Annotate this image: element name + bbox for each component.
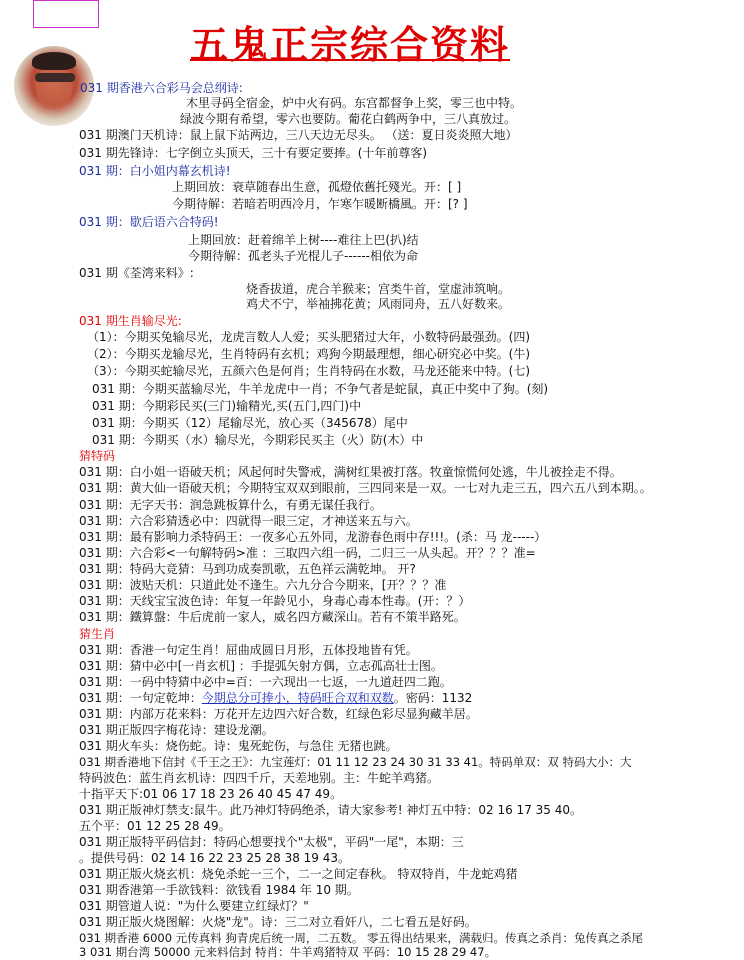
guess-code-7: 031 期：特码大竞猜：马到功成奏凯歌，五色祥云满乾坤。 开?	[79, 562, 416, 576]
guess-zodiac-head: 猜生肖	[79, 627, 116, 641]
guess-zodiac-16: 031 期香港第一手欲钱料：欲钱看 1984 年 10 期。	[79, 883, 359, 897]
guess-code-9: 031 期：天线宝宝波色诗：年复一年龄见小，身毒心毒本性毒。(开：？）	[79, 594, 471, 608]
zodiac-lose-2: （2）：今期买龙输尽光，生肖特码有玄机；鸡狗今期最理想，细心研究必中奖。(牛)	[87, 347, 531, 361]
macau-poem: 031 期澳门天机诗：鼠上鼠下站两边，三八天边无尽头。 （送：夏日炎炎照大地）	[79, 128, 518, 142]
guess-zodiac-8: 031 期香港地下信封《千王之王》：九宝莲灯：01 11 12 23 24 30 31 33 41。特码单双：双 特码大小：大	[79, 755, 632, 769]
zodiac-lose-head: 031 期生肖输尽光:	[79, 314, 182, 328]
guess-zodiac-19: 031 期香港 6000 元传真料 狗青虎后统一周，二五数。 零五得出结果来，满载归。传真之杀肖：兔传真之杀尾	[79, 931, 643, 945]
guess-zodiac-18: 031 期正版火烧图解：火烧"龙"。诗：三二对立看奸八，二七看五是好码。	[79, 915, 477, 929]
guess-code-5: 031 期：最有影响力杀特码王：一夜多心五外同，龙游春色雨中存!!!。(杀：马 龙-----）	[79, 530, 547, 544]
total-poem-line-2: 绿波今期有希望，零六也要防。葡花白鹤两争中，三八真放过。	[180, 112, 517, 126]
guess-zodiac-10: 十指平天下:01 06 17 18 23 26 40 45 47 49。	[79, 787, 343, 801]
guess-zodiac-17: 031 期管道人说："为什么要建立红绿灯？"	[79, 899, 309, 913]
zodiac-lose-7: 031 期：今期买（水）输尽光，今期彩民买主（火）防(木）中	[92, 433, 424, 447]
zodiac-lose-3: （3）：今期买蛇输尽光，五颜六色是何肖；生肖特码在水数，马龙还能来中特。(七)	[87, 364, 531, 378]
avatar-face	[36, 65, 72, 109]
total-poem-head: 031 期香港六合彩马会总纲诗:	[80, 81, 243, 95]
guess-zodiac-12: 五个平：01 12 25 28 49。	[79, 819, 231, 833]
guess-zodiac-7: 031 期火车头：烧伤蛇。诗：鬼死蛇伤，与急住 无猪也跳。	[79, 739, 398, 753]
guess-code-4: 031 期：六合彩猜透必中：四就得一眼三定，才神送来五与六。	[79, 514, 418, 528]
guess-code-6: 031 期：六合彩<一句解特码>准 ：三取四六组一码，二归三一从头起。开？？？准=	[79, 546, 536, 560]
corner-box	[33, 0, 99, 28]
guess-zodiac-3: 031 期：一码中特猜中必中=百：一六现出一七返，一九道赶四二跑。	[79, 675, 452, 689]
guess-zodiac-1: 031 期：香港一句定生肖！屈曲成圆日月形，五体投地皆有凭。	[79, 643, 418, 657]
guess-zodiac-9: 特码波色：蓝生肖玄机诗：四四千斤，天差地别。主：牛蛇羊鸡猪。	[79, 771, 440, 785]
tsuen-wan-line-1: 烧香拔道，虎合羊猴来；宫类牛首，堂虚沛筑响。	[246, 282, 511, 296]
saying-head: 031 期：歇后语六合特码!	[79, 215, 219, 229]
guess-code-2: 031 期：黄大仙一语破天机；今期特宝双双到眼前，三四同来是一双。一七对九走三五，四六五八到本期。。	[79, 481, 652, 495]
guess-zodiac-14: 。提供号码：02 14 16 22 23 25 28 38 19 43。	[79, 851, 351, 865]
avatar-hair	[32, 52, 76, 70]
guess-code-8: 031 期：波贴天机：只道此处不逢生。六九分合今期来，[开？？？准	[79, 578, 447, 592]
zodiac-lose-1: （1）：今期买兔输尽光，龙虎言数人人爱；买头肥猪过大年，小数特码最强劲。(四)	[87, 330, 531, 344]
guess-zodiac-11: 031 期正版神灯禁支:鼠牛。此乃神灯特码绝杀，请大家参考! 神灯五中特：02 16 17 35 40。	[79, 803, 582, 817]
saying-pending: 今期待解：孤老头子光棍儿子------相依为命	[188, 249, 418, 263]
white-lady-pending: 今期待解：若暗若明西冷月，乍寒乍暖断橋風。开：[? ]	[172, 197, 468, 211]
guess-code-3: 031 期：无字天书：润急跳板算什么，有勇无谋任我行。	[79, 498, 382, 512]
total-poem-line-1: 木里寻码全宿金，炉中火有码。东宫都督争上奖，零三也中特。	[186, 96, 523, 110]
guess-zodiac-20: 3 031 期台湾 50000 元来料信封 特肖：牛羊鸡猪特双 平码：10 15 28 29 47。	[79, 945, 497, 959]
guess-zodiac-15: 031 期正版火烧玄机：烧免杀蛇一三个，二一之间定春秋。 特双特肖，牛龙蛇鸡猪	[79, 867, 518, 881]
avatar-glasses	[35, 73, 75, 82]
tsuen-wan-head: 031 期《荃湾来料》:	[79, 266, 194, 280]
guess-code-1: 031 期：白小姐一语破天机；风起何时失警戒，满树红果被打落。牧童惊慌何处逃，牛儿被拴走不得。	[79, 465, 622, 479]
guess-zodiac-4	[79, 691, 472, 706]
zodiac-lose-5: 031 期：今期彩民买(三门)输精光,买(五门,四门)中	[92, 399, 362, 413]
page-title: 五鬼正宗综合资料	[190, 22, 511, 67]
guess-code-10: 031 期：鐵算盤：牛后虎前一家人，威名四方藏深山。若有不策半路死。	[79, 610, 466, 624]
saying-review: 上期回放：赶着绵羊上树----难往上巴(扒)结	[188, 233, 419, 247]
guess-zodiac-4-suffix: 。密码：1132	[393, 691, 473, 705]
tsuen-wan-line-2: 鸡犬不宁，举袖拂花黄；风雨同舟，五八好数来。	[246, 297, 511, 311]
guess-zodiac-13: 031 期正版特平码信封：特码心想要找个"太极"，平码"一尾"，本期：三	[79, 835, 464, 849]
guess-zodiac-4-link[interactable]: 今期总分可捧小，特码旺合双和双数	[201, 691, 394, 705]
white-lady-review: 上期回放：衰草随春出生意，孤燈依舊托殘光。开：[ ]	[172, 180, 462, 194]
white-lady-head: 031 期：白小姐内幕玄机诗!	[79, 164, 231, 178]
zodiac-lose-6: 031 期：今期买（12）尾输尽光，放心买（345678）尾中	[92, 416, 408, 430]
guess-zodiac-6: 031 期正版四字梅花诗：建设龙潮。	[79, 723, 274, 737]
zodiac-lose-4: 031 期：今期买蓝输尽光，牛羊龙虎中一肖；不争气者是蛇鼠，真正中奖中了狗。(刻)	[92, 382, 549, 396]
pioneer-poem: 031 期先锋诗：七字倒立头顶天，三十有要定要捧。(十年前尊客)	[79, 146, 428, 160]
guess-zodiac-4-prefix: 031 期：一句定乾坤：	[79, 691, 202, 705]
guess-zodiac-2: 031 期：猜中必中[一肖玄机] ：手提弧矢射方偶，立志孤高壮士图。	[79, 659, 443, 673]
guess-zodiac-5: 031 期：内部万花来料：万花开左边四六好合数，红绿色彩尽显狗藏羊居。	[79, 707, 478, 721]
guess-code-head: 猜特码	[79, 449, 116, 463]
